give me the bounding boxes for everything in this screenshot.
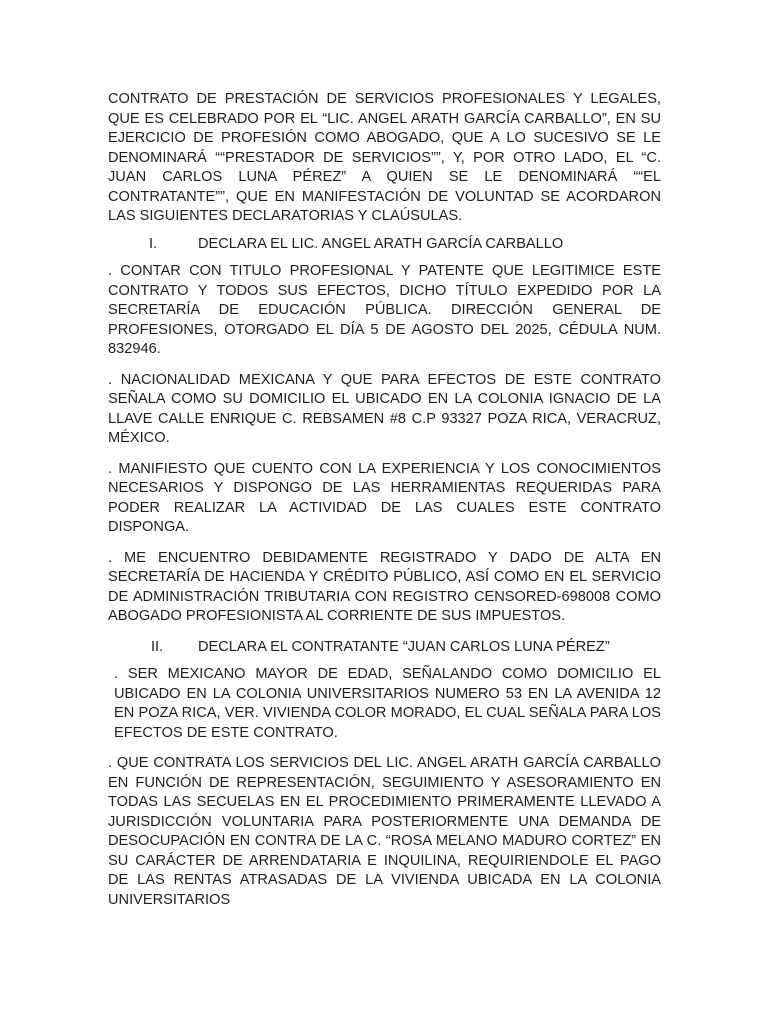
section-2-heading [108, 638, 661, 658]
section-1-heading [108, 235, 661, 255]
declaration-paragraph: . ME ENCUENTRO DEBIDAMENTE REGISTRADO Y DADO DE ALTA EN SECRETARÍA DE HACIENDA Y CRÉDITO PÚBLICO, ASÍ COMO EN EL SERVICIO DE ADMINISTRACIÓN TRIBUTARIA CON REGISTRO CENSORED-698008 COMO ABOGADO PROFESIONISTA AL CORRIENTE DE SUS IMPUESTOS. [108, 549, 661, 624]
contract-intro-paragraph: CONTRATO DE PRESTACIÓN DE SERVICIOS PROFESIONALES Y LEGALES, QUE ES CELEBRADO POR EL “LIC. ANGEL ARATH GARCÍA CARBALLO”, EN SU EJERCICIO DE PROFESIÓN COMO ABOGADO, QUE A LO SUCESIVO SE LE DENOMINARÁ ““PRESTADOR DE SERVICIOS””, Y, POR OTRO LADO, EL “C. JUAN CARLOS LUNA PÉREZ” A QUIEN SE LE DENOMINARÁ ““EL CONTRATANTE””, QUE EN MANIFESTACIÓN DE VOLUNTAD SE ACORDARON LAS SIGUIENTES DECLARATORIAS Y CLAÚSULAS. [108, 91, 661, 224]
declaration-paragraph: . MANIFIESTO QUE CUENTO CON LA EXPERIENCIA Y LOS CONOCIMIENTOS NECESARIOS Y DISPONGO DE LAS HERRAMIENTAS REQUERIDAS PARA PODER REALIZAR LA ACTIVIDAD DE LAS CUALES ESTE CONTRATO DISPONGA. [108, 460, 661, 535]
section-1-number: I. [149, 235, 158, 252]
declaration-paragraph: . NACIONALIDAD MEXICANA Y QUE PARA EFECTOS DE ESTE CONTRATO SEÑALA COMO SU DOMICILIO EL UBICADO EN LA COLONIA IGNACIO DE LA LLAVE CALLE ENRIQUE C. REBSAMEN #8 C.P 93327 POZA RICA, VERACRUZ, MÉXICO. [108, 371, 661, 446]
declaration-paragraph: . QUE CONTRATA LOS SERVICIOS DEL LIC. ANGEL ARATH GARCÍA CARBALLO EN FUNCIÓN DE REPRESENTACIÓN, SEGUIMIENTO Y ASESORAMIENTO EN TODAS LAS SECUELAS EN EL PROCEDIMIENTO PRIMERAMENTE LLEVADO A JURISDICCIÓN VOLUNTARIA PARA POSTERIORMENTE UNA DEMANDA DE DESOCUPACIÓN EN CONTRA DE LA C. “ROSA MELANO MADURO CORTEZ” EN SU CARÁCTER DE ARRENDATARIA E INQUILINA, REQUIRIENDOLE EL PAGO DE LAS RENTAS ATRASADAS DE LA VIVIENDA UBICADA EN LA COLONIA UNIVERSITARIOS [108, 755, 661, 908]
section-2-title: DECLARA EL CONTRATANTE “JUAN CARLOS LUNA PÉREZ” [198, 638, 610, 655]
document-page [108, 90, 661, 921]
declaration-paragraph: . SER MEXICANO MAYOR DE EDAD, SEÑALANDO COMO DOMICILIO EL UBICADO EN LA COLONIA UNIVERSITARIOS NUMERO 53 EN LA AVENIDA 12 EN POZA RICA, VER. VIVIENDA COLOR MORADO, EL CUAL SEÑALA PARA LOS EFECTOS DE ESTE CONTRATO. [114, 666, 661, 741]
declaration-paragraph: . CONTAR CON TITULO PROFESIONAL Y PATENTE QUE LEGITIMICE ESTE CONTRATO Y TODOS SUS EFECTOS, DICHO TÍTULO EXPEDIDO POR LA SECRETARÍA DE EDUCACIÓN PÚBLICA. DIRECCIÓN GENERAL DE PROFESIONES, OTORGADO EL DÍA 5 DE AGOSTO DEL 2025, CÉDULA NUM. 832946. [108, 263, 661, 357]
section-1-title: DECLARA EL LIC. ANGEL ARATH GARCÍA CARBALLO [198, 235, 564, 252]
section-2-number: II. [151, 638, 164, 655]
